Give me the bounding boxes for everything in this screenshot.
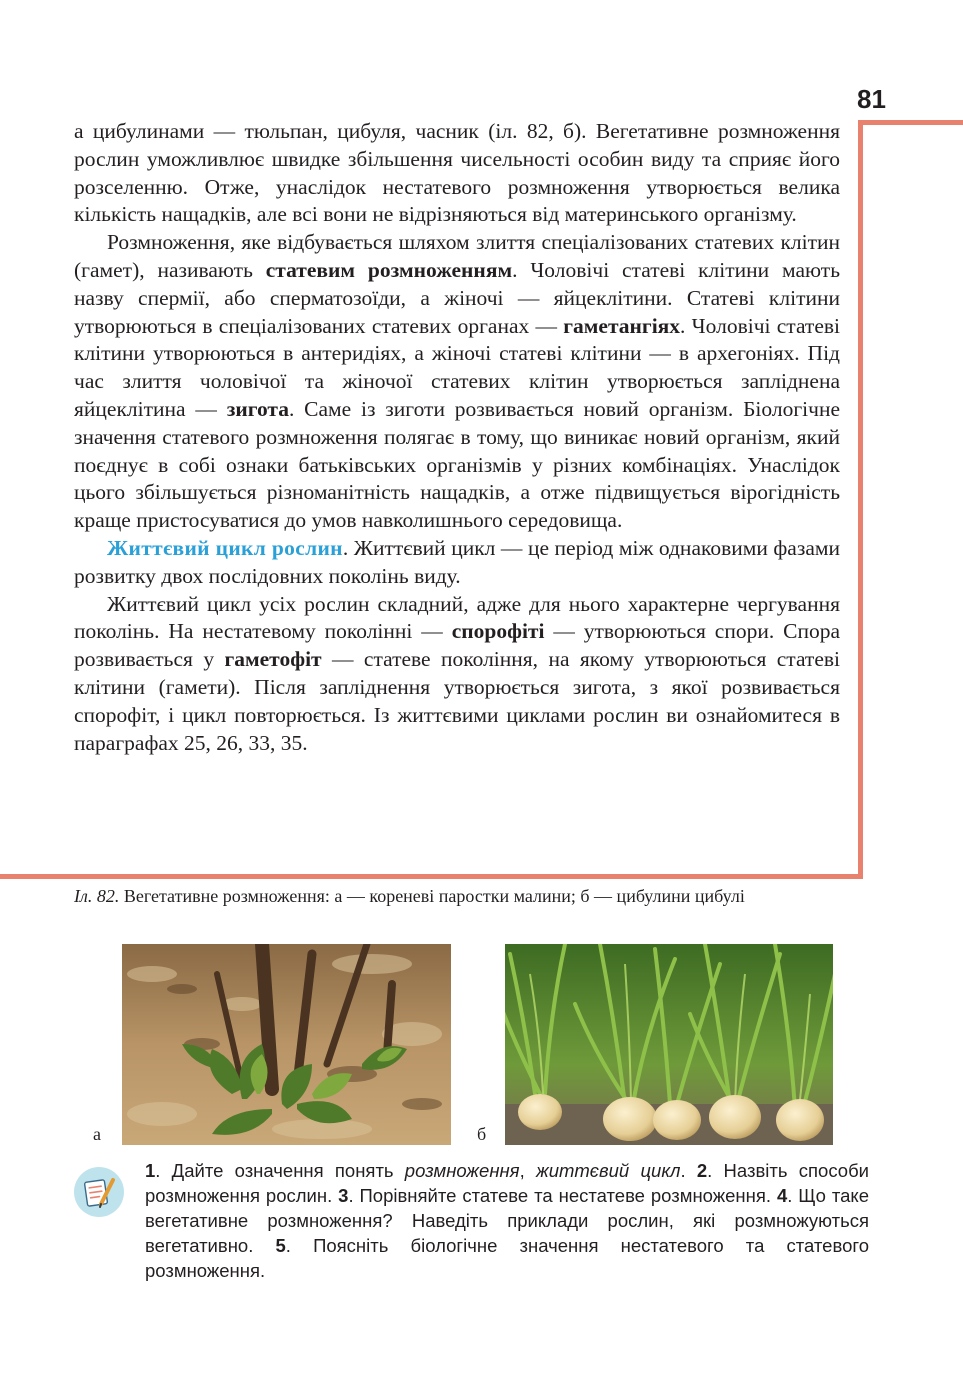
q1-text-c: , xyxy=(519,1160,536,1181)
paragraph-2 xyxy=(74,229,840,535)
term-gametophyte: гаметофіт xyxy=(224,647,322,672)
frame-right-bar xyxy=(858,120,863,879)
figure-caption xyxy=(74,884,874,909)
frame-top-bar xyxy=(862,120,963,125)
q1-text-a: . Дайте означення понять xyxy=(155,1160,405,1181)
p2-text-c: . Чоловічі статеві клітини мають назву спермії, або сперматозоїди, а жіночі — яйцеклітини. Статеві клітини утворюються в спеціалізованих статевих органах — xyxy=(74,257,841,338)
term-gametangia: гаметангіях xyxy=(563,313,681,338)
p2-text-a: Розмноження, яке відбувається шляхом злиття спеціалізованих статевих клітин (гамет), називають xyxy=(74,230,840,282)
photo-a-letter: а xyxy=(93,1124,101,1144)
q1-text-e: . xyxy=(680,1160,697,1181)
review-questions xyxy=(145,1158,869,1283)
section-heading-life-cycle: Життєвий цикл рослин xyxy=(107,535,343,560)
q1-term-reproduction: розмноження xyxy=(404,1160,520,1181)
paragraph-4 xyxy=(74,591,840,758)
p2-text-e: . Чоловічі статеві клітини утворюються в антеридіях, а жіночі статеві клітини — в архегоніях. Під час злиття чоловічої та жіночої статевих клітин утворюється запліднена яйцеклітина — xyxy=(74,313,840,421)
notebook-pen-icon xyxy=(73,1166,125,1218)
q2-text: . Назвіть способи розмноження рослин. xyxy=(145,1160,869,1206)
q4-number: 4 xyxy=(776,1185,788,1206)
caption-text: Вегетативне розмноження: а — кореневі паростки малини; б — цибулини цибулі xyxy=(119,886,745,906)
term-sexual-reproduction: статевим розмноженням xyxy=(265,257,513,282)
photo-b-letter: б xyxy=(477,1124,487,1144)
q5-number: 5 xyxy=(275,1235,286,1256)
page-number: 81 xyxy=(857,84,886,114)
q4-text: . Що таке вегетативне розмноження? Наведіть приклади рослин, які розмножуються вегетативно. xyxy=(145,1185,869,1256)
p4-text-a: Життєвий цикл усіх рослин складний, адже для нього характерне чергування поколінь. На нестатевому поколінні — xyxy=(74,591,840,644)
p4-text-e: — статеве покоління, на якому утворюються статеві клітини (гамети). Після запліднення утворюється зигота, з якої розвивається спорофіт, і цикл повторюється. Із життєвими циклами рослин ви ознайомитеся в параграфах 25, 26, 33, 35. xyxy=(74,647,840,755)
q5-text: . Поясніть біологічне значення нестатевого та статевого розмноження. xyxy=(145,1235,869,1281)
q2-number: 2 xyxy=(696,1160,708,1181)
paragraph-1: а цибулинами — тюльпан, цибуля, часник (іл. 82, б). Вегетативне розмноження рослин уможливлює швидке збільшення чисельності особин виду та сприяє його розселенню. Отже, унаслідок нестатевого розмноження утворюється велика кількість нащадків, але всі вони не відрізняються від материнського організму. xyxy=(74,119,840,227)
frame-bottom-bar xyxy=(0,874,863,879)
photo-onion-bulbs xyxy=(505,944,833,1145)
q1-term-life-cycle: життєвий цикл xyxy=(535,1160,681,1181)
caption-label: Іл. 82. xyxy=(74,886,120,906)
photo-raspberry-shoots xyxy=(122,944,451,1145)
q3-number: 3 xyxy=(338,1185,349,1206)
p3-text-b: . Життєвий цикл — це період між однаковими фазами розвитку двох послідовних поколінь виду. xyxy=(74,535,841,588)
q1-number: 1 xyxy=(145,1160,156,1181)
p2-text-g: . Саме із зиготи розвивається новий організм. Біологічне значення статевого розмноження полягає в тому, що виникає новий організм, який поєднує в собі ознаки батьківських організмів у різних комбінаціях. Унаслідок цього збільшується різноманітність нащадків, а отже підвищується вірогідність краще пристосуватися до умов навколишнього середовища. xyxy=(74,396,840,533)
paragraph-3 xyxy=(74,535,840,591)
term-sporophyte: спорофіті xyxy=(451,619,545,644)
main-text xyxy=(74,118,840,757)
term-zygote: зигота xyxy=(226,396,289,421)
q3-text: . Порівняйте статеве та нестатеве розмноження. xyxy=(348,1185,777,1206)
p4-text-c: — утворюються спори. Спора розвивається у xyxy=(74,619,840,672)
